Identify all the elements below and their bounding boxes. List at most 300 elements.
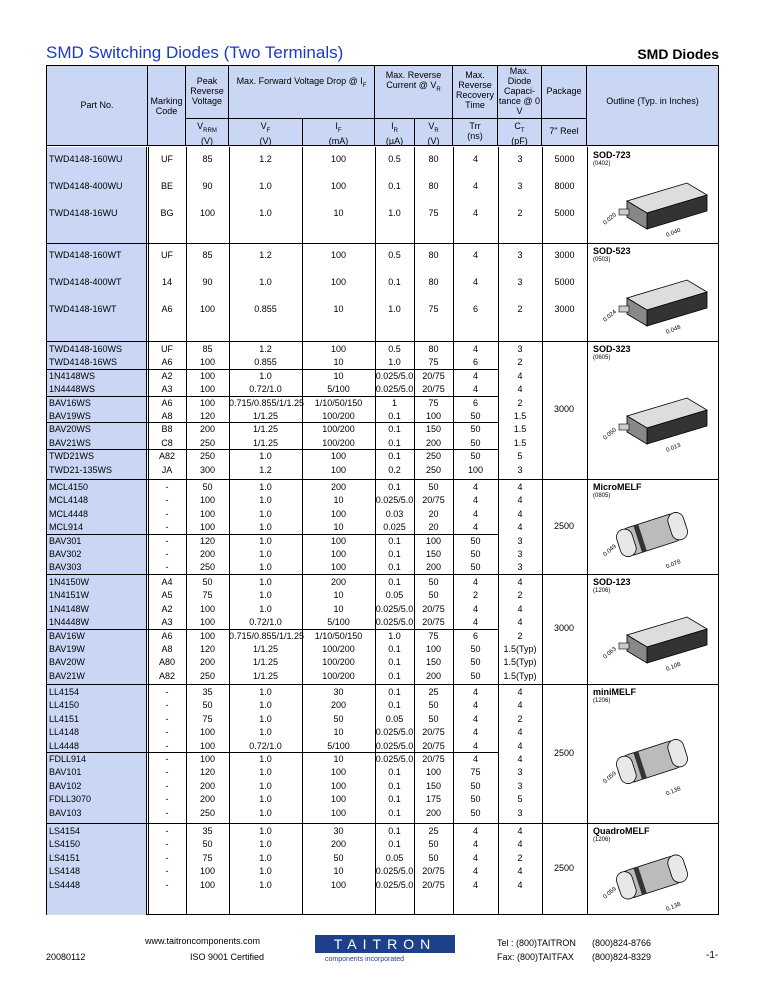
table-header <box>47 66 718 146</box>
cell: 50 <box>428 713 439 724</box>
package-qty: 2500 <box>553 520 575 531</box>
cell: 1.0 <box>259 577 272 587</box>
package-size: (1206) <box>593 837 611 843</box>
cell: 3 <box>517 535 523 546</box>
cell: C8 <box>161 437 173 448</box>
cell: 4 <box>517 740 523 751</box>
cell: 150 <box>425 780 442 791</box>
cell: 10 <box>333 590 344 601</box>
cell: 4 <box>472 826 478 836</box>
cell: 10 <box>333 603 344 614</box>
cell: - <box>165 727 169 738</box>
package-drawing <box>587 684 718 823</box>
part-number: LS4448 <box>49 879 81 890</box>
cell: A8 <box>161 644 173 654</box>
cell: 1.5 <box>513 437 527 448</box>
part-number: LL4154 <box>49 687 80 697</box>
cell: 250 <box>199 437 216 448</box>
cell: 0.025/5.0 <box>375 370 414 381</box>
cell: - <box>165 713 169 724</box>
cell: 4 <box>472 344 478 354</box>
cell: A5 <box>161 590 173 601</box>
row-divider <box>47 629 498 630</box>
cell: 100 <box>330 250 347 260</box>
cell: 100 <box>199 522 216 533</box>
cell: 100 <box>425 535 442 546</box>
cell: 20/75 <box>422 603 445 614</box>
cell: 100 <box>330 807 347 818</box>
package-size: (0503) <box>593 257 611 263</box>
cell: 200 <box>199 424 216 435</box>
part-number: BAV20W <box>49 657 85 668</box>
part-number: 1N4150W <box>49 577 90 587</box>
cell: - <box>165 780 169 791</box>
cell: 1 <box>391 397 397 408</box>
dimension-label: 0.108 <box>665 661 682 673</box>
dimension-label: 0.138 <box>665 786 682 798</box>
cell: 20/75 <box>422 384 445 395</box>
part-number: TWD4148-16WU <box>49 208 118 218</box>
package-name: SOD-323 <box>593 344 631 354</box>
cell: 100 <box>330 767 347 778</box>
cell: 100 <box>199 603 216 614</box>
cell: 50 <box>470 807 481 818</box>
cell: 4 <box>472 384 478 395</box>
cell: 0.1 <box>388 839 401 850</box>
cell: UF <box>161 344 173 354</box>
part-number: 1N4448W <box>49 617 90 628</box>
cell: 4 <box>472 495 478 506</box>
row-divider <box>47 449 498 450</box>
cell: 75 <box>202 713 213 724</box>
cell: 100/200 <box>322 437 355 448</box>
cell: 100/200 <box>322 644 355 654</box>
cell: 1.0 <box>259 181 272 191</box>
cell: 75 <box>470 767 481 778</box>
cell: 1.0 <box>259 794 272 805</box>
cell: 10 <box>333 866 344 877</box>
cell: 1.0 <box>259 277 272 287</box>
dimension-label: 0.063 <box>602 646 618 661</box>
row-divider <box>47 422 498 423</box>
cell: 1.0 <box>259 687 272 697</box>
cell: 0.1 <box>388 700 401 711</box>
cell: 100 <box>330 451 347 462</box>
cell: 3 <box>517 344 523 354</box>
cell: 2 <box>517 630 523 641</box>
cell: 1.0 <box>388 208 401 218</box>
header-forward-drop: Max. Forward Voltage Drop @ $I_F$ <box>229 66 375 146</box>
cell: 0.1 <box>388 807 401 818</box>
cell: 1.0 <box>259 482 272 492</box>
part-number: 1N4148W <box>49 603 90 614</box>
package-drawing <box>587 341 718 479</box>
cell: 80 <box>428 154 439 164</box>
cell: 100 <box>199 370 216 381</box>
cell: 4 <box>472 370 478 381</box>
cell: 4 <box>517 617 523 628</box>
header-reverse-current: Max. Reverse Current @ $V_R$ <box>375 66 453 146</box>
part-number: TWD4148-400WU <box>49 181 123 191</box>
cell: 0.715/0.855/1/1.25 <box>229 397 305 408</box>
cell: 20 <box>428 508 439 519</box>
cell: 0.025 <box>383 522 406 533</box>
cell: 50 <box>470 562 481 573</box>
part-number: BAV101 <box>49 767 82 778</box>
cell: 100 <box>199 630 216 641</box>
cell: 0.1 <box>388 535 401 546</box>
package-size: (0402) <box>593 161 611 167</box>
cell: 4 <box>472 603 478 614</box>
cell: 0.1 <box>388 411 401 421</box>
cell: 75 <box>428 304 439 314</box>
cell: 0.1 <box>388 644 401 654</box>
cell: 1.0 <box>259 879 272 890</box>
cell: 50 <box>428 839 439 850</box>
tel-number: (800)824-8766 <box>592 938 652 948</box>
cell: 0.025/5.0 <box>375 603 414 614</box>
cell: 0.855 <box>254 357 277 368</box>
part-number: LS4148 <box>49 866 81 877</box>
part-number: 1N4448WS <box>49 384 96 395</box>
cell: 4 <box>517 384 523 395</box>
cell: 50 <box>470 437 481 448</box>
cell: 1/10/50/150 <box>314 630 363 641</box>
cell: 0.05 <box>385 590 404 601</box>
part-number: FDLL914 <box>49 754 87 764</box>
cell: 200 <box>330 577 347 587</box>
part-number: LL4151 <box>49 713 80 724</box>
cell: 4 <box>517 370 523 381</box>
cell: 100 <box>199 304 216 314</box>
cell: 4 <box>472 727 478 738</box>
cell: 1.5(Typ) <box>503 670 537 681</box>
cell: 4 <box>517 508 523 519</box>
cell: 90 <box>202 277 213 287</box>
cell: 10 <box>333 370 344 381</box>
cell: 80 <box>428 250 439 260</box>
part-number: MCL4150 <box>49 482 89 492</box>
part-number: BAV301 <box>49 535 82 546</box>
cell: 1.0 <box>259 522 272 533</box>
part-number: LL4150 <box>49 700 80 711</box>
cell: 0.1 <box>388 794 401 805</box>
cell: 75 <box>428 630 439 641</box>
cell: 100/200 <box>322 411 355 421</box>
package-size: (1206) <box>593 588 611 594</box>
cell: 4 <box>472 866 478 877</box>
cell: 1.0 <box>259 370 272 381</box>
cell: 1.0 <box>259 807 272 818</box>
package-drawing <box>587 574 718 684</box>
cell: A80 <box>158 657 175 668</box>
cell: 75 <box>428 357 439 368</box>
cell: 50 <box>202 482 213 492</box>
cell: 120 <box>199 535 216 546</box>
cell: 3 <box>517 549 523 559</box>
iso-note: ISO 9001 Certified <box>190 952 265 962</box>
dimension-label: 0.138 <box>665 901 682 913</box>
cell: 120 <box>199 767 216 778</box>
cell: 2 <box>472 590 478 601</box>
cell: 3 <box>517 562 523 573</box>
cell: 175 <box>425 794 442 805</box>
cell: 80 <box>428 344 439 354</box>
cell: 20/75 <box>422 879 445 890</box>
cell: - <box>165 522 169 533</box>
cell: 120 <box>199 644 216 654</box>
cell: 4 <box>472 208 478 218</box>
cell: 90 <box>202 181 213 191</box>
cell: 50 <box>428 700 439 711</box>
part-number: MCL4448 <box>49 508 89 519</box>
header-part-no: Part No. <box>47 66 148 146</box>
cell: 2 <box>517 357 523 368</box>
part-number: BAV102 <box>49 780 82 791</box>
cell: 4 <box>472 508 478 519</box>
cell: 10 <box>333 495 344 506</box>
cell: 50 <box>202 700 213 711</box>
cell: 100 <box>330 464 347 475</box>
cell: 200 <box>330 839 347 850</box>
cell: - <box>165 482 169 492</box>
cell: 0.025/5.0 <box>375 740 414 751</box>
cell: 250 <box>199 670 216 681</box>
dimension-label: 0.024 <box>602 309 618 324</box>
part-number: TWD4148-400WT <box>49 277 122 287</box>
cell: 1.0 <box>259 713 272 724</box>
cell: 0.2 <box>388 464 401 475</box>
cell: 100 <box>199 208 216 218</box>
part-number: TWD4148-160WT <box>49 250 122 260</box>
cell: 200 <box>425 437 442 448</box>
cell: 50 <box>470 411 481 421</box>
package-drawing <box>587 243 718 341</box>
cell: 1.0 <box>259 208 272 218</box>
cell: 85 <box>202 250 213 260</box>
cell: - <box>165 700 169 711</box>
fax-number: (800)824-8329 <box>592 952 652 962</box>
cell: 5 <box>517 794 523 805</box>
cell: 50 <box>470 644 481 654</box>
cell: 20 <box>428 522 439 533</box>
cell: 100 <box>330 508 347 519</box>
cell: 75 <box>202 852 213 863</box>
cell: 4 <box>517 687 523 697</box>
cell: - <box>165 794 169 805</box>
cell: 4 <box>517 839 523 850</box>
dimension-label: 0.048 <box>665 324 682 336</box>
part-number: BAV302 <box>49 549 82 559</box>
cell: 4 <box>472 250 478 260</box>
cell: 2 <box>517 208 523 218</box>
cell: A4 <box>161 577 173 587</box>
part-number: 1N4151W <box>49 590 90 601</box>
cell: 0.5 <box>388 344 401 354</box>
cell: 4 <box>517 482 523 492</box>
cell: - <box>165 535 169 546</box>
doc-date: 20080112 <box>46 952 86 962</box>
cell: 1.0 <box>259 767 272 778</box>
cell: 6 <box>472 304 478 314</box>
cell: 100 <box>330 154 347 164</box>
cell: 200 <box>425 562 442 573</box>
footer <box>0 930 765 990</box>
part-number: BAV16W <box>49 630 85 641</box>
cell: 35 <box>202 687 213 697</box>
cell: 20/75 <box>422 754 445 764</box>
cell: - <box>165 562 169 573</box>
cell: 100 <box>199 495 216 506</box>
cell: - <box>165 740 169 751</box>
part-number: FDLL3070 <box>49 794 92 805</box>
cell: 35 <box>202 826 213 836</box>
package-drawing <box>587 147 718 243</box>
cell: 200 <box>199 794 216 805</box>
cell: 1.0 <box>259 700 272 711</box>
cell: - <box>165 767 169 778</box>
cell: 0.1 <box>388 549 401 559</box>
cell: 50 <box>428 590 439 601</box>
cell: 4 <box>517 879 523 890</box>
cell: 100 <box>199 508 216 519</box>
cell: 30 <box>333 687 344 697</box>
cell: 4 <box>517 826 523 836</box>
cell: 0.1 <box>388 562 401 573</box>
cell: 0.025/5.0 <box>375 384 414 395</box>
cell: 75 <box>202 590 213 601</box>
cell: 100 <box>330 562 347 573</box>
cell: 100 <box>330 277 347 287</box>
cell: 0.05 <box>385 713 404 724</box>
cell: 0.025/5.0 <box>375 879 414 890</box>
cell: 50 <box>333 852 344 863</box>
cell: 4 <box>472 713 478 724</box>
cell: 50 <box>470 780 481 791</box>
cell: 250 <box>199 451 216 462</box>
cell: 0.025/5.0 <box>375 754 414 764</box>
cell: 100 <box>330 879 347 890</box>
cell: A3 <box>161 617 173 628</box>
cell: 1.0 <box>259 495 272 506</box>
cell: 1.0 <box>259 549 272 559</box>
package-outline <box>587 243 718 341</box>
cell: 4 <box>517 754 523 764</box>
cell: A8 <box>161 411 173 421</box>
cell: 1/1.25 <box>252 411 279 421</box>
package-name: QuadroMELF <box>593 826 650 836</box>
package-qty: 3000 <box>553 623 575 633</box>
cell: 1.5(Typ) <box>503 644 537 654</box>
cell: 6 <box>472 357 478 368</box>
package-qty: 3000 <box>553 404 575 414</box>
cell: 100 <box>199 866 216 877</box>
part-number: BAV16WS <box>49 397 91 408</box>
cell: 4 <box>472 700 478 711</box>
cell: 4 <box>517 866 523 877</box>
cell: 4 <box>472 154 478 164</box>
header-vf: $V_F$ (V) <box>259 121 272 146</box>
cell: 10 <box>333 304 344 314</box>
cell: 0.1 <box>388 687 401 697</box>
cell: 50 <box>428 852 439 863</box>
part-number: TWD4148-16WS <box>49 357 118 368</box>
package-outline <box>587 147 718 243</box>
package-size: (0605) <box>593 355 611 361</box>
cell: A2 <box>161 370 173 381</box>
cell: 1.0 <box>388 630 401 641</box>
cell: 100/200 <box>322 670 355 681</box>
header-if: $I_F$ (mA) <box>328 121 349 146</box>
cell: 4 <box>472 839 478 850</box>
cell: A2 <box>161 603 173 614</box>
cell: 1.0 <box>259 866 272 877</box>
cell: - <box>165 826 169 836</box>
cell: 20/75 <box>422 727 445 738</box>
cell: 100 <box>199 357 216 368</box>
cell: 1.2 <box>259 154 272 164</box>
cell: 0.1 <box>388 577 401 587</box>
cell: 10 <box>333 754 344 764</box>
cell: 4 <box>472 740 478 751</box>
cell: 0.1 <box>388 437 401 448</box>
cell: 250 <box>425 451 442 462</box>
package-outline <box>587 341 718 479</box>
website-link[interactable]: www.taitroncomponents.com <box>145 936 261 946</box>
cell: 200 <box>199 549 216 559</box>
cell: 25 <box>428 826 439 836</box>
cell: 3 <box>517 780 523 791</box>
package-name: MicroMELF <box>593 482 642 492</box>
dimension-label: 0.078 <box>665 559 682 571</box>
cell: 2 <box>517 304 523 314</box>
cell: A6 <box>161 397 173 408</box>
cell: 100 <box>330 344 347 354</box>
cell: 3 <box>517 464 523 475</box>
cell: 200 <box>199 780 216 791</box>
cell: 1.0 <box>388 357 401 368</box>
cell: 10 <box>333 208 344 218</box>
fax-label: Fax: (800)TAITFAX <box>497 952 574 962</box>
cell: 100/200 <box>322 657 355 668</box>
cell: 250 <box>199 807 216 818</box>
cell: 2 <box>517 713 523 724</box>
cell: 5 <box>517 451 523 462</box>
row-divider <box>47 534 498 535</box>
cell: 50 <box>470 535 481 546</box>
cell: - <box>165 839 169 850</box>
package-outline <box>587 684 718 823</box>
cell: 0.1 <box>388 451 401 462</box>
cell: B8 <box>161 424 173 435</box>
cell: - <box>165 508 169 519</box>
cell: 50 <box>428 577 439 587</box>
cell: 100 <box>199 879 216 890</box>
cell: - <box>165 866 169 877</box>
package-name: SOD-723 <box>593 150 631 160</box>
part-number: MCL914 <box>49 522 84 533</box>
cell: 100 <box>330 780 347 791</box>
cell: 0.025/5.0 <box>375 727 414 738</box>
cell: 3 <box>517 807 523 818</box>
cell: 4 <box>472 687 478 697</box>
part-number: BAV303 <box>49 562 82 573</box>
package-size: (0805) <box>593 493 611 499</box>
cell: 10 <box>333 357 344 368</box>
cell: 75 <box>428 397 439 408</box>
cell: 20/75 <box>422 370 445 381</box>
cell: 5/100 <box>327 740 350 751</box>
